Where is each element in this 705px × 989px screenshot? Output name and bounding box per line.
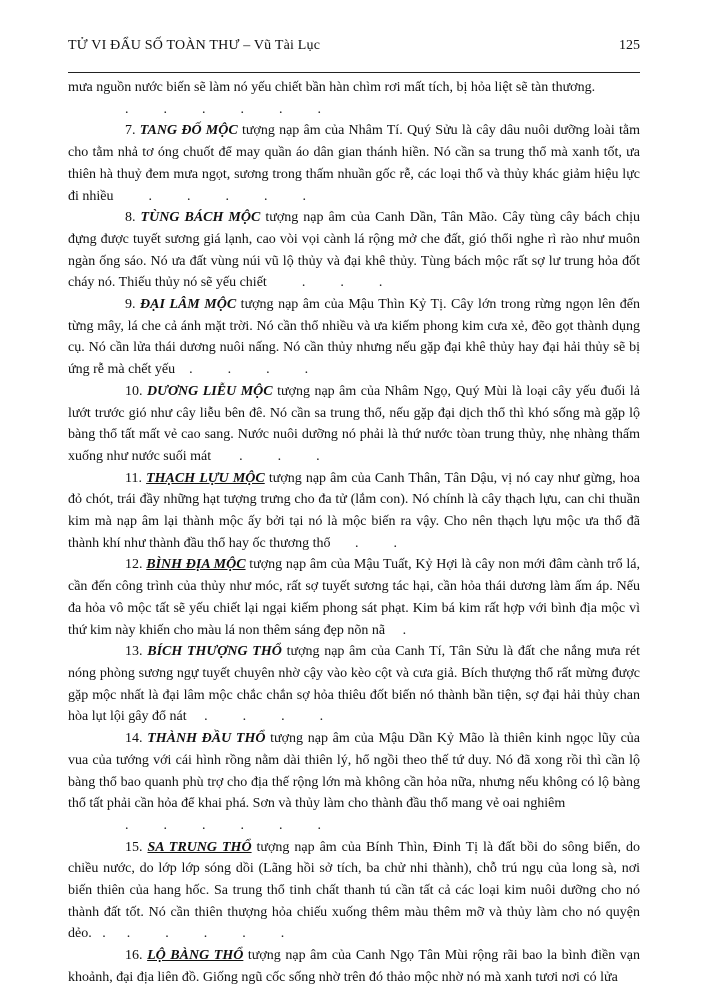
entry-text: tượng nạp âm của Mậu Dần Kỷ Mão là thiên kinh ngọc lũy của vua của tướng với cái hình rồng nằm dài thiên lý, hổ ngồi theo thế tứ duy. Nó đã xong rồi thì cần lộ bàng thổ bao quanh phù trợ cho địa thế rộng lớn mà không cần hỏa nữa, nhưng nếu không có lộ bàng thổ tất phải cần hỏa để khai phá. Sơn và thủy làm cho thành đầu thổ mang vẻ oai nghiêm xyxy=(68,731,641,812)
dot-leader: . . . xyxy=(266,275,383,291)
entry-tang-do-moc xyxy=(68,120,640,207)
dot-leader: . . . . . . xyxy=(91,926,285,942)
entry-number: 9. xyxy=(125,297,136,313)
entry-text: tượng nạp âm của Canh Dần, Tân Mão. Cây tùng cây bách chịu đựng được tuyết sương giá lạnh, cao vòi vọi cành lá rộng mở che đất, gió thổi nghe rì rào như muôn ngàn ống sáo. Nó ưa đất vùng núi vũ lộ thủy và đại khê thủy. Tùng bách mộc rất sợ lư trung hỏa đốt cháy nó. Thiếu thủy nó sẽ yếu chiết xyxy=(68,210,641,291)
entry-number: 12. xyxy=(125,557,143,573)
entry-binh-dia-moc xyxy=(68,554,640,641)
entry-term: THẠCH LỰU MỘC xyxy=(146,470,265,486)
entry-term: BÌNH ĐỊA MỘC xyxy=(146,557,246,573)
entry-text: tượng nạp âm của Nhâm Tí. Quý Sửu là cây dâu nuôi dưỡng loài tằm cho tằm nhả tơ óng chuốt để may quần áo dân gian thánh hiền. Nó cần sa trung thổ mà xanh tốt, ưa thiên hà thuỷ đem mưa ngọt, sương trong thấm nhuần gốc rễ, các loại thổ và thủy khác giảm hiệu lực đi nhiều xyxy=(68,123,641,204)
entry-term: SA TRUNG THỔ xyxy=(147,839,252,855)
entry-term: LỘ BÀNG THỔ xyxy=(147,948,244,964)
entry-term: DƯƠNG LIỄU MỘC xyxy=(146,383,273,399)
header-title: TỬ VI ĐẨU SỐ TOÀN THƯ – Vũ Tài Lục xyxy=(68,38,321,53)
entry-number: 7. xyxy=(125,123,136,139)
entry-paragraph xyxy=(68,641,640,728)
entry-paragraph xyxy=(68,837,640,946)
dot-leader: . . . . . xyxy=(113,188,306,204)
entry-text: tượng nạp âm của Mậu Tuất, Kỷ Hợi là cây non mới đâm cành trổ lá, cần đến công trình của thủy như móc, rất sợ tuyết sương tác hại, cần hỏa thái dương làm ấm áp. Nếu đa hỏa vô mộc tất sẽ yếu chiết lại ngại kiếm phong sát phạt. Kim bá kim rất hợp với bình địa mộc vì thứ kim này khiến cho màu lá non thêm sáng đẹp nõn nã xyxy=(68,557,641,638)
entry-paragraph xyxy=(68,207,640,294)
entry-text: tượng nạp âm của Bính Thìn, Đinh Tị là đất bồi do sông biển, do chiều nước, do lớp lớp sóng dồi (Lãng hồi sở tích, ba chử nhi thành), chỗ trú ngụ của long sà, nơi biến thiên của hang hốc. Sa trung thổ tinh chất thanh tú cần tất cả các loại kim nuôi dưỡng cho nó thành đất tốt. Nó cần thiên thượng hỏa chiếu xuống thêm màu thêm mỡ và thủy làm cho nó quyện dẻo. xyxy=(68,839,641,942)
entry-term: TANG ĐỐ MỘC xyxy=(139,123,238,139)
dot-leader: . . . . . . xyxy=(125,817,321,833)
entry-bich-thuong-tho xyxy=(68,641,640,728)
dot-leader: . . . . . . xyxy=(125,101,321,117)
entry-number: 11. xyxy=(125,470,142,486)
dot-leader: . . . xyxy=(211,448,320,464)
entry-number: 16. xyxy=(125,948,143,964)
entry-number: 13. xyxy=(125,644,143,660)
entry-sa-trung-tho xyxy=(68,837,640,946)
entry-paragraph xyxy=(68,294,640,381)
entry-text: tượng nạp âm của Canh Thân, Tân Dậu, vị nó cay như gừng, hoa đỏ chót, trái đầy những hạt tượng trưng cho đa tử (lắm con). Nó chính là cây thạch lựu, can chi thuần kim mà nạp âm lại thành mộc ấy bởi tại nó là mộc biến ra vậy. Cho nên thạch lựu mộc ưa thổ đã thành khí như thành đầu thổ hay ốc thương thổ xyxy=(68,470,640,551)
entry-term: ĐẠI LÂM MỘC xyxy=(140,297,237,313)
page-header xyxy=(68,38,640,62)
entry-term: BÍCH THƯỢNG THỔ xyxy=(147,644,282,660)
dot-leader: . . . . xyxy=(175,362,309,378)
entry-paragraph xyxy=(68,120,640,207)
entry-thanh-dau-tho xyxy=(68,728,640,837)
entry-number: 8. xyxy=(125,210,136,226)
entry-duong-lieu-moc xyxy=(68,381,640,468)
entry-paragraph xyxy=(68,381,640,468)
entry-number: 14. xyxy=(125,731,143,747)
entry-number: 10. xyxy=(125,383,143,399)
entry-text: tượng nạp âm của Canh Tí, Tân Sửu là đất che nắng mưa rét nóng phòng sương ngự tuyết chuyên nhờ cậy vào kèo cột và cưa giả. Bích thượng thổ rất mừng được gặp mộc nhất là đại lâm mộc chắc chắn sợ hỏa thiêu đốt biến nó thành bần tiện, sợ đại hải thủy chan hòa lụt lội gây đổ nát xyxy=(68,644,641,725)
page-number: 125 xyxy=(619,38,640,53)
entry-paragraph xyxy=(68,728,640,815)
text-body xyxy=(68,77,640,989)
entry-paragraph xyxy=(68,945,640,988)
entry-paragraph xyxy=(68,554,640,641)
intro-paragraph: mưa nguồn nước biến sẽ làm nó yếu chiết bần hàn chìm rơi mất tích, bị hỏa liệt sẽ tàn thương. xyxy=(68,80,596,95)
entry-dai-lam-moc xyxy=(68,294,640,381)
header-rule xyxy=(68,72,640,73)
entry-paragraph xyxy=(68,468,640,555)
entry-term: TÙNG BÁCH MỘC xyxy=(140,210,261,226)
entry-number: 15. xyxy=(125,839,143,855)
entry-lo-bang-tho xyxy=(68,945,640,988)
entry-text: tượng nạp âm của Canh Ngọ Tân Mùi rộng rãi bao la bình điền vạn khoảnh, đại địa liên đồ. Giống ngũ cốc sống nhờ trên đó thảo mộc nhờ nó mà xanh tươi nơi có lửa xyxy=(68,948,641,985)
entry-tung-bach-moc xyxy=(68,207,640,294)
entry-text: tượng nạp âm của Nhâm Ngọ, Quý Mùi là loại cây yếu đuối lả lướt trước gió như cây liễu bên đê. Nó cần sa trung thổ, nếu gặp đại dịch thổ thì khó sống mà gặp lộ bàng thổ tất mất vẻ cao sang. Nước nuôi dưỡng nó phải là thứ nước tòan trung thủy, nhẹ nhàng thấm xuống như nước suối mát xyxy=(68,383,640,464)
entry-thach-luu-moc xyxy=(68,468,640,555)
dot-leader: . . . . xyxy=(186,709,324,725)
dot-leader: . . xyxy=(330,535,397,551)
entry-term: THÀNH ĐẦU THỔ xyxy=(147,731,266,747)
dot-leader: . xyxy=(385,622,407,638)
entry-text: tượng nạp âm của Mậu Thìn Kỷ Tị. Cây lớn trong rừng ngọn lên đến từng mây, lá che cả ánh mặt trời. Nó cần thổ nhiều và ưa kiếm phong kim cưa xẻ, đẽo gọt thành dụng cụ. Nó cần lửa thái dương nuôi nấng. Nó cần thủy nhưng nếu gặp đại khê thủy hay đại hải thủy sẽ bị ứng rễ mà chết yếu xyxy=(68,297,641,378)
